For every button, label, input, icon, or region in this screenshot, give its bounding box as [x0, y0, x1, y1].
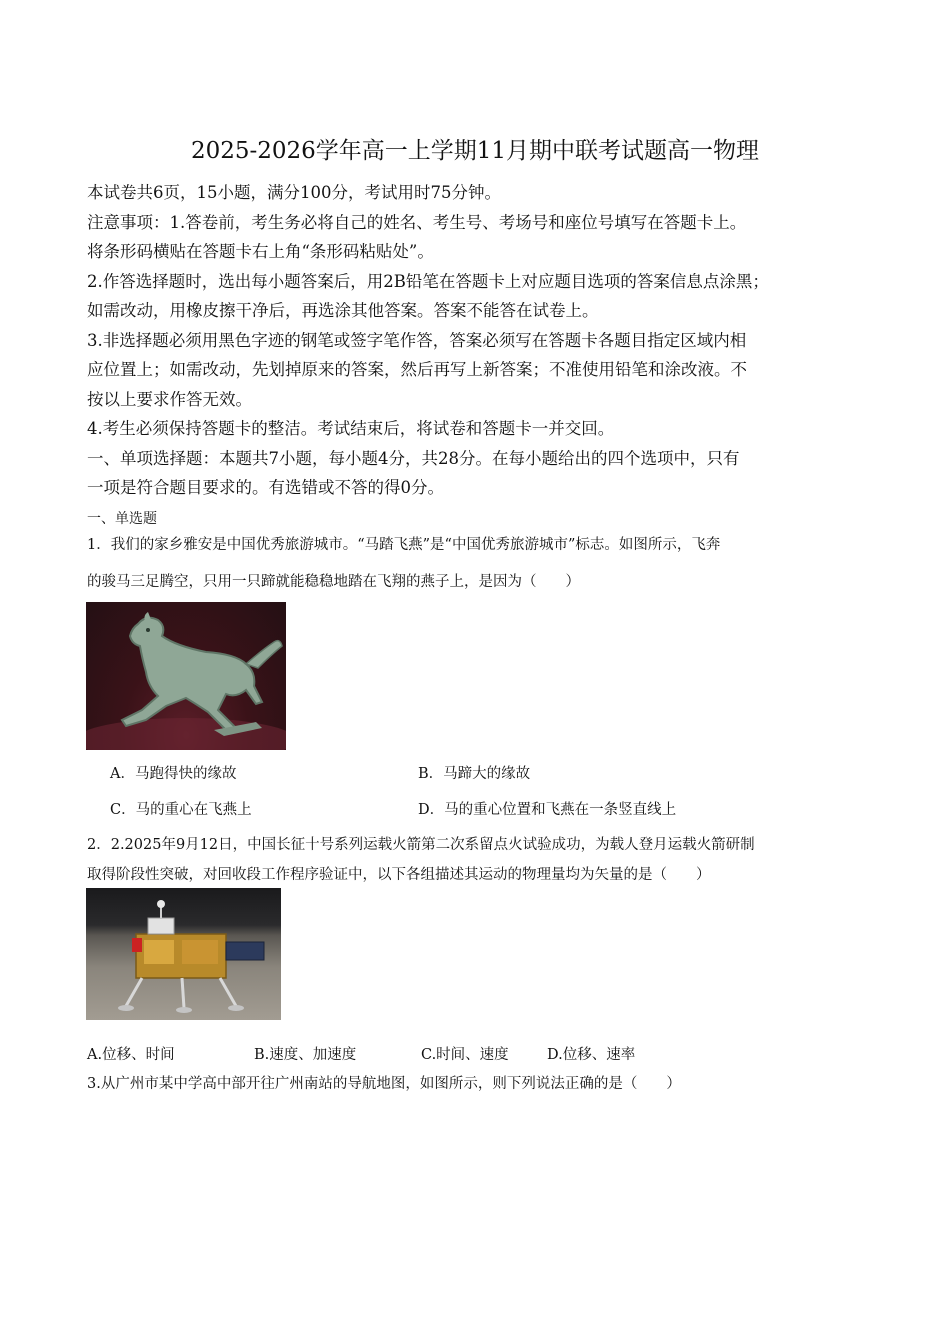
q2-option-c: C.时间、速度: [421, 1047, 509, 1063]
intro-line: 4.考生必须保持答题卡的整洁。考试结束后，将试卷和答题卡一并交回。: [87, 419, 615, 438]
intro-line: 3.非选择题必须用黑色字迹的钢笔或签字笔作答，答案必须写在答题卡各题目指定区域内相: [87, 330, 747, 350]
q1-option-d: D．马的重心位置和飞燕在一条竖直线上: [418, 802, 677, 818]
intro-line: 本试卷共6页，15小题，满分100分，考试用时75分钟。: [87, 183, 501, 202]
page-title: 2025-2026学年高一上学期11月期中联考试题高一物理: [190, 138, 760, 164]
q1-option-a: A．马跑得快的缘故: [110, 766, 237, 782]
section-heading: 一项是符合题目要求的。有选错或不答的得0分。: [87, 478, 444, 497]
q1-stem-line1: 1．我们的家乡雅安是中国优秀旅游城市。“马踏飞燕”是“中国优秀旅游城市”标志。如图所示，飞奔: [87, 537, 721, 553]
intro-line: 2.作答选择题时，选出每小题答案后，用2B铅笔在答题卡上对应题目选项的答案信息点涂黑；: [87, 271, 769, 291]
q2-option-d: D.位移、速率: [547, 1047, 636, 1063]
lunar-lander-image: [86, 888, 281, 1020]
q3-stem-line1: 3.从广州市某中学高中部开往广州南站的导航地图，如图所示，则下列说法正确的是（ ）: [87, 1076, 681, 1092]
q1-option-c: C．马的重心在飞燕上: [110, 802, 252, 818]
q2-option-a: A.位移、时间: [87, 1047, 175, 1063]
q1-option-b: B．马蹄大的缘故: [418, 766, 531, 782]
intro-line: 按以上要求作答无效。: [87, 389, 252, 409]
intro-line: 如需改动，用橡皮擦干净后，再选涂其他答案。答案不能答在试卷上。: [87, 301, 599, 320]
intro-line: 应位置上；如需改动，先划掉原来的答案，然后再写上新答案；不准使用铅笔和涂改液。不: [87, 360, 747, 379]
section-label: 一、单选题: [87, 511, 157, 527]
section-heading: 一、单项选择题：本题共7小题，每小题4分，共28分。在每小题给出的四个选项中，只有: [87, 448, 740, 468]
q2-stem-line1: 2．2.2025年9月12日，中国长征十号系列运载火箭第二次系留点火试验成功，为载人登月运载火箭研制: [87, 837, 755, 853]
horse-statue-image: [86, 602, 286, 750]
q2-option-b: B.速度、加速度: [254, 1047, 357, 1063]
q2-stem-line2: 取得阶段性突破，对回收段工作程序验证中，以下各组描述其运动的物理量均为矢量的是（ ）: [87, 867, 711, 883]
instructions: [87, 178, 887, 503]
intro-line: 注意事项：1.答卷前，考生务必将自己的姓名、考生号、考场号和座位号填写在答题卡上。: [87, 212, 747, 232]
q1-stem-line2: 的骏马三足腾空，只用一只蹄就能稳稳地踏在飞翔的燕子上，是因为（ ）: [87, 574, 580, 590]
intro-line: 将条形码横贴在答题卡右上角“条形码粘贴处”。: [87, 242, 434, 261]
